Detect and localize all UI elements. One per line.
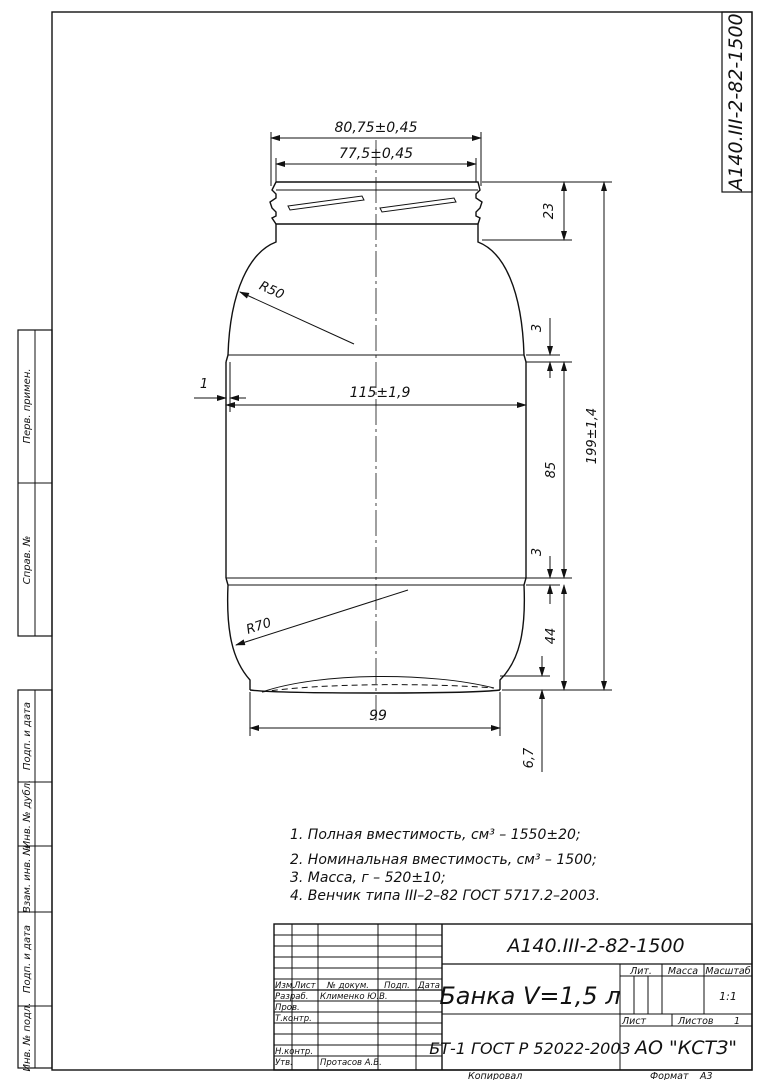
tb-standard: БТ-1 ГОСТ Р 52022-2003 xyxy=(429,1039,631,1058)
side-strip-lower xyxy=(18,690,52,1072)
tb-developer: Клименко Ю.В. xyxy=(320,992,388,1002)
dim-heel-height xyxy=(544,585,564,690)
tb-scale-value: 1:1 xyxy=(719,990,737,1003)
notes xyxy=(290,827,600,904)
dim-shoulder-radius xyxy=(240,279,354,344)
side-label-podp-1: Подп. и дата xyxy=(22,701,33,771)
tb-company: АО "КСТЗ" xyxy=(634,1037,738,1059)
tb-header-doc: № докум. xyxy=(327,981,369,991)
dim-body-diameter-text: 115±1,9 xyxy=(349,385,411,401)
dim-step-top-text: 3 xyxy=(530,323,545,333)
dim-step-bottom-text: 3 xyxy=(530,547,545,557)
tb-lit-label: Лит. xyxy=(630,966,652,977)
dim-total-height xyxy=(502,182,612,690)
dim-label-height-text: 85 xyxy=(544,461,559,479)
side-label-perv: Перв. примен. xyxy=(22,368,33,444)
note-4: 4. Венчик типа III–2–82 ГОСТ 5717.2–2003. xyxy=(290,888,601,904)
tb-copied: Копировал xyxy=(468,1071,523,1080)
tb-format-label: Формат xyxy=(650,1071,689,1080)
note-2: 2. Номинальная вместимость, см³ – 1500; xyxy=(290,852,597,868)
side-label-sprav: Справ. № xyxy=(22,535,33,585)
dim-neck-outer-text: 80,75±0,45 xyxy=(334,120,418,136)
side-label-inv-podl: Инв. № подл. xyxy=(22,1002,33,1072)
tb-header-izm: Изм. xyxy=(275,981,295,991)
side-strip-upper xyxy=(18,330,52,636)
tb-code: А140.III-2-82-1500 xyxy=(507,935,685,957)
tb-name: Банка V=1,5 л xyxy=(439,982,621,1010)
dim-heel-height-text: 44 xyxy=(544,627,559,645)
tb-header-date: Дата xyxy=(417,981,441,991)
side-label-inv-dubl: Инв. № дубл. xyxy=(22,779,33,849)
tb-mass-label: Масса xyxy=(667,966,699,977)
dim-shoulder-radius-text: R50 xyxy=(256,278,287,303)
note-3: 3. Масса, г – 520±10; xyxy=(290,870,446,886)
tb-scale-label: Масштаб xyxy=(705,966,751,977)
tb-sheet-label: Лист xyxy=(622,1016,647,1027)
tb-row-utv: Утв. xyxy=(275,1058,293,1068)
dim-finish-height-text: 23 xyxy=(542,202,557,220)
dim-base-diameter xyxy=(250,692,500,736)
side-label-podp-2: Подп. и дата xyxy=(22,924,33,994)
tb-header-sign: Подп. xyxy=(384,981,410,991)
rotated-code-box xyxy=(722,12,752,193)
dim-finish-height xyxy=(482,182,612,240)
dim-push-up-text: 6,7 xyxy=(522,747,537,769)
tb-row-razrab: Разраб. xyxy=(275,992,309,1002)
tb-row-nkontr: Н.контр. xyxy=(275,1047,314,1057)
tb-sheets-count: 1 xyxy=(734,1016,741,1027)
dim-label-height xyxy=(526,362,572,578)
dim-base-diameter-text: 99 xyxy=(369,708,387,724)
tb-sheets-label: Листов xyxy=(678,1016,714,1027)
dim-neck-inner-text: 77,5±0,45 xyxy=(338,146,414,162)
dim-neck-inner xyxy=(276,146,476,182)
dim-base-radius xyxy=(236,590,408,645)
sheet-frame xyxy=(52,12,752,1070)
tb-row-tkontr: Т.контр. xyxy=(275,1014,312,1024)
dim-step-top xyxy=(526,318,572,378)
tb-row-prov: Пров. xyxy=(275,1003,300,1013)
dim-wall-text: 1 xyxy=(199,377,209,392)
dim-push-up xyxy=(500,656,550,772)
tb-format-value: А3 xyxy=(700,1071,713,1080)
side-label-vzam: Взам. инв. № xyxy=(22,845,33,913)
note-1: 1. Полная вместимость, см³ – 1550±20; xyxy=(290,827,581,843)
tb-approver: Протасов А.В. xyxy=(320,1058,382,1068)
tb-header-list: Лист xyxy=(294,981,316,991)
dim-step-bottom xyxy=(526,548,560,604)
dim-base-radius-text: R70 xyxy=(244,615,274,638)
dim-total-height-text: 199±1,4 xyxy=(585,407,600,465)
rotated-code-text: А140.III-2-82-1500 xyxy=(725,13,747,191)
